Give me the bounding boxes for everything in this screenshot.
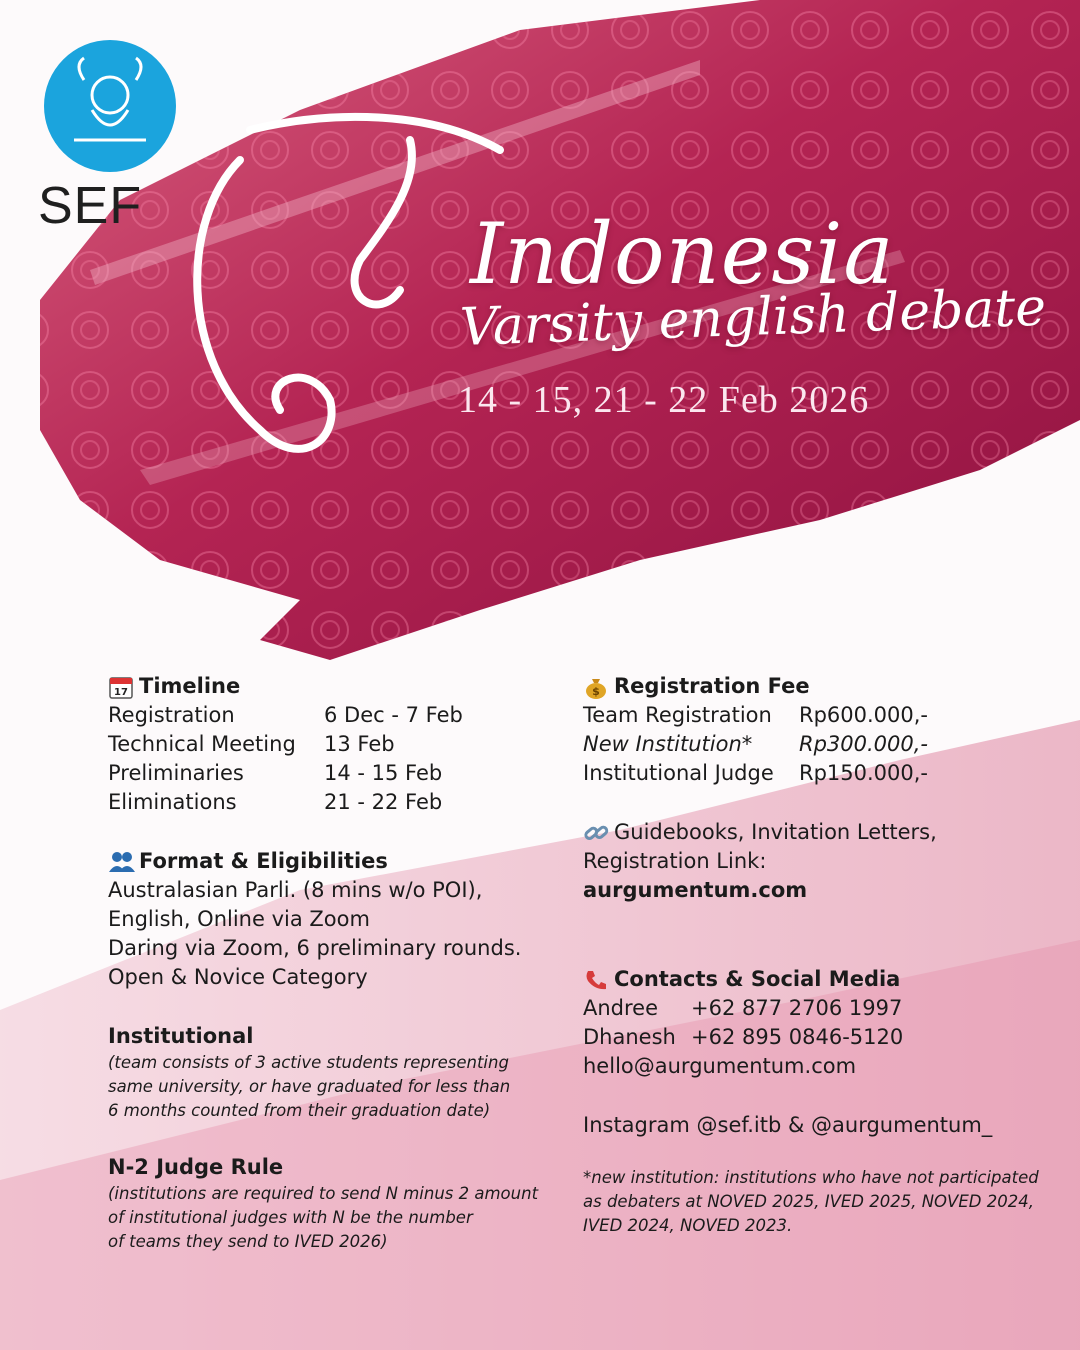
links-line <box>583 818 1063 847</box>
judge-rule-note: (institutions are required to send N minus 2 amount <box>108 1184 539 1203</box>
timeline-value: 13 Feb <box>324 732 395 756</box>
logo-text: SEF <box>38 177 143 235</box>
institutional-note: (team consists of 3 active students representing <box>108 1053 509 1072</box>
calendar-icon <box>108 675 136 699</box>
judge-rule-note: of teams they send to IVED 2026) <box>108 1232 388 1251</box>
links-text: Guidebooks, Invitation Letters, <box>614 820 937 844</box>
svg-text:17: 17 <box>114 686 128 698</box>
fee-row <box>583 730 1063 759</box>
fee-row <box>583 701 1063 730</box>
fee-value: Rp300.000,- <box>799 732 929 756</box>
format-line: Open & Novice Category <box>108 965 368 989</box>
timeline-label: Technical Meeting <box>108 732 296 756</box>
event-subtitle: Varsity english debate <box>458 277 1047 358</box>
timeline-row <box>108 730 548 759</box>
judge-rule-note: of institutional judges with N be the number <box>108 1208 473 1227</box>
fee-heading-text: Registration Fee <box>614 674 810 698</box>
contact-row <box>583 994 1063 1023</box>
fee-heading <box>583 672 1063 701</box>
format-heading <box>108 847 548 876</box>
right-column <box>583 672 1063 1238</box>
link-icon <box>583 821 611 845</box>
svg-text:$: $ <box>592 684 600 698</box>
timeline-label: Registration <box>108 703 235 727</box>
timeline-heading <box>108 672 548 701</box>
contact-phone[interactable]: +62 877 2706 1997 <box>691 996 903 1020</box>
format-line: Daring via Zoom, 6 preliminary rounds. <box>108 936 522 960</box>
timeline-label: Eliminations <box>108 790 237 814</box>
timeline-row <box>108 759 548 788</box>
registration-link[interactable]: aurgumentum.com <box>583 878 808 902</box>
timeline-value: 6 Dec - 7 Feb <box>324 703 463 727</box>
format-line: English, Online via Zoom <box>108 907 370 931</box>
timeline-heading-text: Timeline <box>139 674 241 698</box>
fee-label: Team Registration <box>583 703 772 727</box>
institutional-note: 6 months counted from their graduation date) <box>108 1101 491 1120</box>
contact-email[interactable]: hello@aurgumentum.com <box>583 1054 857 1078</box>
instagram-handles: Instagram @sef.itb & @aurgumentum_ <box>583 1113 993 1137</box>
institutional-heading: Institutional <box>108 1024 254 1048</box>
footnote-line: as debaters at NOVED 2025, IVED 2025, NOVED 2024, <box>583 1192 1034 1211</box>
timeline-row <box>108 788 548 817</box>
phone-icon <box>583 968 611 992</box>
timeline-row <box>108 701 548 730</box>
format-line: Australasian Parli. (8 mins w/o POI), <box>108 878 483 902</box>
ganesha-icon <box>44 40 176 172</box>
timeline-value: 21 - 22 Feb <box>324 790 443 814</box>
people-icon <box>108 850 136 874</box>
fee-value: Rp600.000,- <box>799 703 929 727</box>
institutional-note: same university, or have graduated for less than <box>108 1077 511 1096</box>
contacts-heading-text: Contacts & Social Media <box>614 967 901 991</box>
fee-label: Institutional Judge <box>583 761 774 785</box>
contacts-heading <box>583 965 1063 994</box>
judge-rule-heading: N-2 Judge Rule <box>108 1155 284 1179</box>
event-title: Indonesia <box>470 205 895 303</box>
sef-logo <box>38 40 178 236</box>
format-heading-text: Format & Eligibilities <box>139 849 388 873</box>
contact-phone[interactable]: +62 895 0846-5120 <box>691 1025 904 1049</box>
contact-name: Dhanesh <box>583 1025 676 1049</box>
registration-link-label: Registration Link: <box>583 849 767 873</box>
fee-label: New Institution* <box>583 732 753 756</box>
money-bag-icon <box>583 675 611 699</box>
footnote-line: IVED 2024, NOVED 2023. <box>583 1216 793 1235</box>
left-column <box>108 672 548 1254</box>
footnote-line: *new institution: institutions who have not participated <box>583 1168 1039 1187</box>
fee-value: Rp150.000,- <box>799 761 929 785</box>
timeline-value: 14 - 15 Feb <box>324 761 443 785</box>
contact-row <box>583 1023 1063 1052</box>
event-dates: 14 - 15, 21 - 22 Feb 2026 <box>458 379 870 421</box>
fee-row <box>583 759 1063 788</box>
contact-name: Andree <box>583 996 659 1020</box>
timeline-label: Preliminaries <box>108 761 244 785</box>
